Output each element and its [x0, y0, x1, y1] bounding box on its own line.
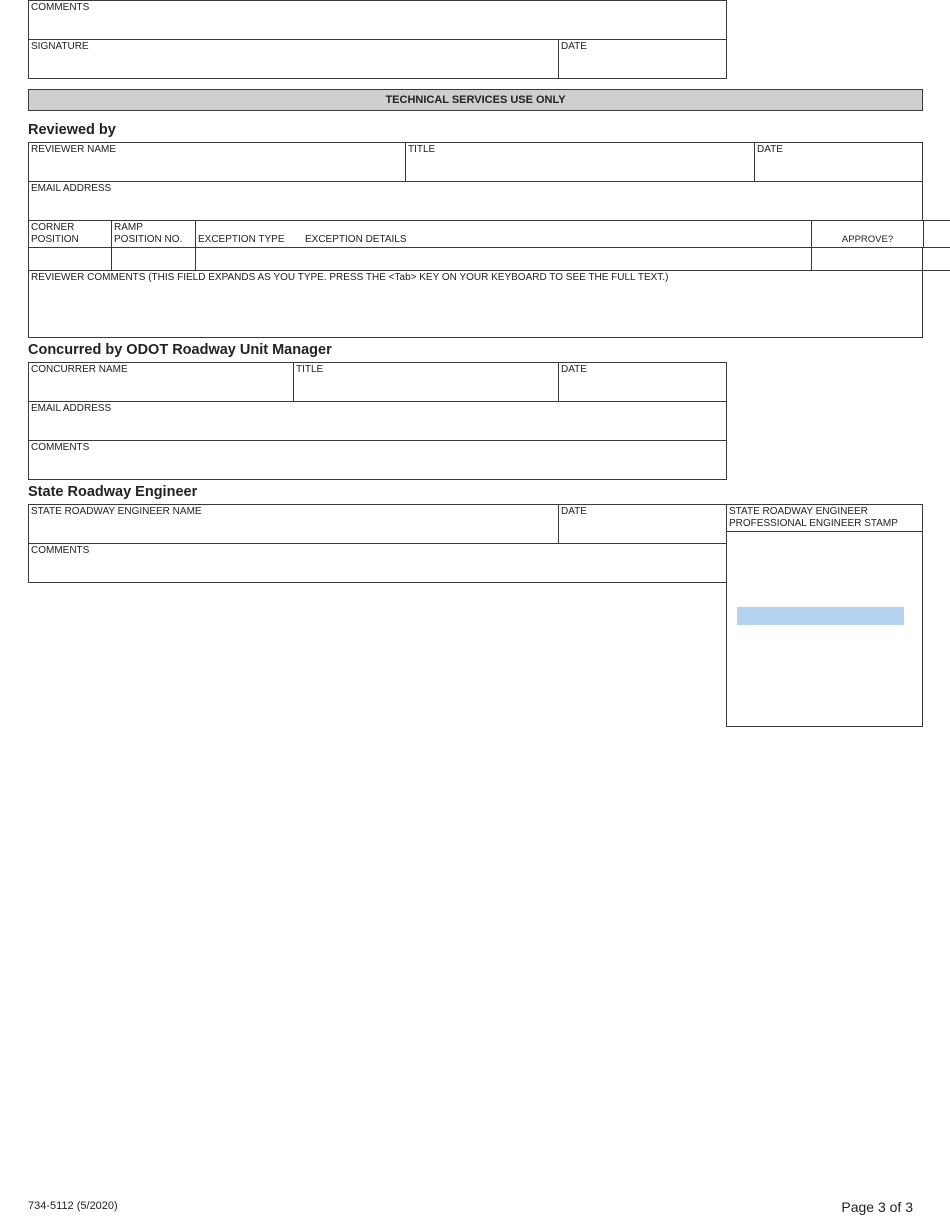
technical-services-banner: TECHNICAL SERVICES USE ONLY — [28, 89, 923, 111]
table-rule-extension — [923, 270, 950, 271]
signature-label: SIGNATURE — [31, 41, 89, 52]
state-engineer-heading: State Roadway Engineer — [28, 484, 198, 500]
comments-label: COMMENTS — [31, 2, 90, 13]
table-rule-extension — [923, 247, 950, 248]
concurrer-title-field[interactable] — [293, 362, 559, 402]
signature-date-label: DATE — [561, 41, 587, 52]
page-number: Page 3 of 3 — [841, 1199, 913, 1215]
reviewer-name-field[interactable] — [28, 142, 406, 182]
state-engineer-date-field[interactable] — [558, 504, 727, 544]
concurrer-name-field[interactable] — [28, 362, 294, 402]
concurrer-date-field[interactable] — [558, 362, 727, 402]
approve-label: APPROVE? — [841, 234, 894, 245]
reviewed-by-heading: Reviewed by — [28, 122, 116, 138]
ramp-position-label-line2: POSITION NO. — [114, 234, 183, 245]
state-engineer-name-label: STATE ROADWAY ENGINEER NAME — [31, 506, 202, 517]
approve-input[interactable] — [811, 247, 923, 271]
concurrer-title-label: TITLE — [296, 364, 324, 375]
concurrer-date-label: DATE — [561, 364, 587, 375]
stamp-label-line2: PROFESSIONAL ENGINEER STAMP — [729, 518, 898, 529]
concurrer-name-label: CONCURRER NAME — [31, 364, 128, 375]
reviewer-comments-field[interactable] — [28, 270, 923, 338]
concurrer-email-label: EMAIL ADDRESS — [31, 403, 112, 414]
reviewer-date-field[interactable] — [754, 142, 923, 182]
state-engineer-date-label: DATE — [561, 506, 587, 517]
concurrer-comments-field[interactable] — [28, 440, 727, 480]
exception-header — [195, 220, 812, 248]
exception-type-label: EXCEPTION TYPE — [198, 234, 285, 245]
concurrer-comments-label: COMMENTS — [31, 442, 90, 453]
reviewer-title-label: TITLE — [408, 144, 436, 155]
stamp-header — [726, 504, 923, 532]
exception-details-label: EXCEPTION DETAILS — [305, 234, 407, 245]
stamp-area[interactable] — [726, 531, 923, 727]
form-number: 734-5112 (5/2020) — [28, 1200, 118, 1212]
corner-position-label-line1: CORNER — [31, 222, 75, 233]
reviewer-title-field[interactable] — [405, 142, 755, 182]
corner-position-input[interactable] — [28, 247, 112, 271]
reviewer-name-label: REVIEWER NAME — [31, 144, 117, 155]
state-engineer-name-field[interactable] — [28, 504, 559, 544]
concurrer-email-field[interactable] — [28, 401, 727, 441]
reviewer-email-label: EMAIL ADDRESS — [31, 183, 112, 194]
reviewer-date-label: DATE — [757, 144, 783, 155]
table-rule-extension — [923, 220, 950, 221]
ramp-position-header — [111, 220, 196, 248]
ramp-position-input[interactable] — [111, 247, 196, 271]
reviewer-email-field[interactable] — [28, 181, 923, 221]
stamp-label-line1: STATE ROADWAY ENGINEER — [729, 506, 868, 517]
approve-header — [811, 220, 924, 248]
signature-field[interactable] — [28, 39, 559, 79]
stamp-image-field[interactable] — [737, 607, 904, 625]
exception-details-input[interactable] — [195, 247, 812, 271]
corner-position-label-line2: POSITION — [31, 234, 79, 245]
state-engineer-comments-field[interactable] — [28, 543, 727, 583]
ramp-position-label-line1: RAMP — [114, 222, 143, 233]
reviewer-comments-label: REVIEWER COMMENTS (THIS FIELD EXPANDS AS YOU TYPE. PRESS THE <Tab> KEY ON YOUR KEYBOARD TO SEE THE FULL TEXT.) — [31, 272, 669, 283]
corner-position-header — [28, 220, 112, 248]
signature-date-field[interactable] — [558, 39, 727, 79]
concurred-heading: Concurred by ODOT Roadway Unit Manager — [28, 342, 332, 358]
state-engineer-comments-label: COMMENTS — [31, 545, 90, 556]
comments-field[interactable] — [28, 0, 727, 40]
